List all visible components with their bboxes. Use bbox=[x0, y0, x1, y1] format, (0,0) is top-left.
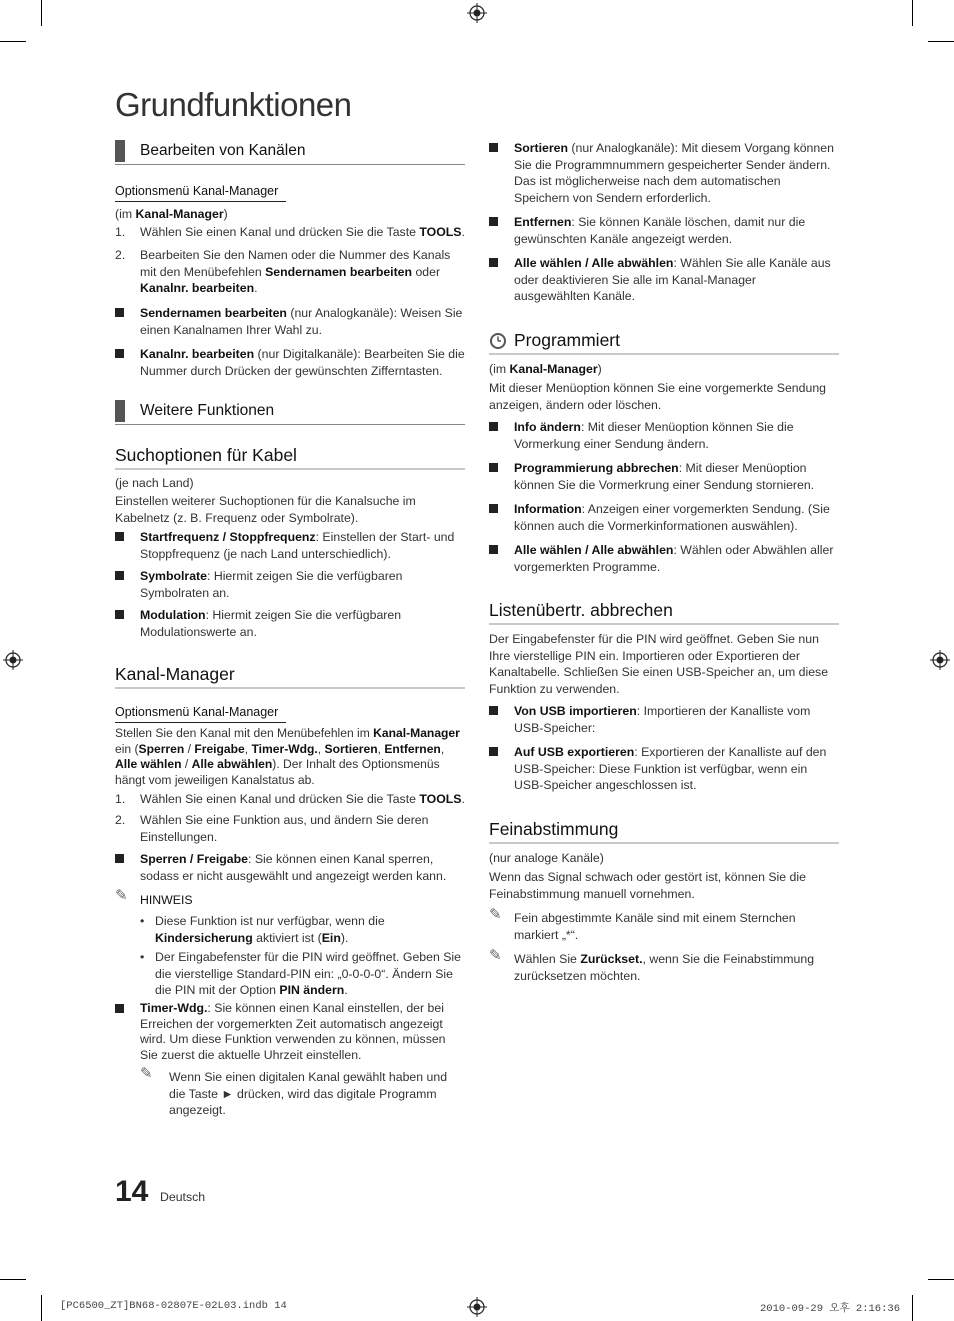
square-bullet-icon bbox=[489, 143, 498, 152]
text: Wählen Sie einen Kanal und drücken Sie die Taste bbox=[140, 792, 420, 806]
bullet-text bbox=[140, 305, 465, 338]
heading-rule bbox=[115, 468, 465, 470]
text: , bbox=[317, 741, 325, 756]
section-listenuebertr-heading bbox=[489, 600, 839, 621]
context-note: (je nach Land) bbox=[115, 476, 194, 490]
heading-bar bbox=[115, 140, 125, 162]
context-note bbox=[489, 361, 839, 378]
square-bullet-icon bbox=[115, 1004, 124, 1013]
bold-text: Sendernamen bearbeiten bbox=[140, 306, 287, 320]
heading-label: Bearbeiten von Kanälen bbox=[140, 142, 306, 159]
text: Stellen Sie den Kanal mit den Menübefehlen im bbox=[115, 726, 374, 740]
text: : Wählen oder Abwählen aller vorgemerkten Programme. bbox=[514, 543, 834, 574]
dot-text bbox=[155, 949, 465, 999]
section-intro: Einstellen weiterer Suchoptionen für die Kanalsuche im Kabelnetz (z. B. Frequenz oder Symbolrate). bbox=[115, 494, 416, 525]
registration-mark-icon bbox=[467, 1297, 487, 1317]
crop-mark bbox=[928, 41, 954, 42]
heading-label: Suchoptionen für Kabel bbox=[115, 445, 297, 465]
square-bullet-icon bbox=[489, 706, 498, 715]
text: (nur Analogkanäle): Weisen Sie einen Kanalnamen Ihrer Wahl zu. bbox=[140, 306, 463, 337]
crop-mark bbox=[928, 1279, 954, 1280]
submenu-text: Optionsmenü Kanal-Manager bbox=[115, 705, 279, 719]
heading-label: Listenübertr. abbrechen bbox=[489, 600, 673, 620]
square-bullet-icon bbox=[489, 422, 498, 431]
text: . bbox=[461, 225, 465, 239]
text: : Hiermit zeigen Sie die verfügbaren Modulationswerte an. bbox=[140, 608, 402, 639]
crop-mark bbox=[0, 41, 26, 42]
text: / bbox=[184, 741, 195, 756]
heading-bar bbox=[115, 400, 125, 422]
bold-text: Sperren bbox=[138, 741, 185, 756]
crop-mark bbox=[912, 1295, 913, 1321]
crop-mark bbox=[41, 1295, 42, 1321]
text: : Exportieren der Kanalliste auf den USB-Speicher: Diese Funktion ist verfügbar, wenn ein USB-Speicher angeschlossen ist. bbox=[514, 745, 827, 792]
text: : Wählen Sie alle Kanäle aus oder deaktivieren Sie alle im Kanal-Manager ausgewählten Kanäle. bbox=[514, 256, 831, 303]
section-programmiert-heading bbox=[489, 330, 839, 351]
note-label: HINWEIS bbox=[140, 893, 193, 907]
bold-text: Alle abwählen bbox=[191, 757, 273, 772]
bold-text: Information bbox=[514, 502, 582, 516]
heading-rule bbox=[489, 623, 839, 625]
print-slug-right: 2010-09-29 오후 2:16:36 bbox=[760, 1303, 901, 1315]
bold-text: Kanalnr. bearbeiten bbox=[140, 347, 255, 361]
bold-text: Auf USB exportieren bbox=[514, 745, 635, 759]
bullet-text bbox=[140, 607, 420, 640]
section-intro: Wenn das Signal schwach oder gestört ist, können Sie die Feinabstimmung manuell vornehmen. bbox=[489, 870, 806, 901]
submenu-label bbox=[115, 184, 278, 198]
text: Wählen Sie einen Kanal und drücken Sie die Taste bbox=[140, 225, 420, 239]
text: : Sie können einen Kanal sperren, sodass er nicht ausgewählt und angezeigt werden kann. bbox=[140, 852, 447, 883]
section-intro: Der Eingabefenster für die PIN wird geöffnet. Geben Sie nun Ihre vierstellige PIN ein. Importieren oder Exportieren der Kanaltabelle. Schließen Sie einen USB-Speicher an, um diese Funktion zu verwenden. bbox=[489, 632, 829, 696]
heading-label: Programmiert bbox=[514, 330, 620, 350]
dot-bullet-icon: • bbox=[140, 950, 145, 964]
text: . bbox=[254, 281, 258, 295]
text: oder bbox=[412, 264, 441, 279]
text: . bbox=[344, 983, 348, 997]
text: Der Eingabefenster für die PIN wird geöffnet. Geben Sie die vierstellige Standard-PIN ein: „0-0-0-0“. Ändern Sie die PIN mit der Option bbox=[155, 950, 462, 997]
step-number: 2. bbox=[115, 813, 126, 827]
registration-mark-icon bbox=[467, 3, 487, 23]
bold-text: Kanalnr. bearbeiten bbox=[140, 281, 255, 295]
text: (nur Digitalkanäle): Bearbeiten Sie die Nummer durch Drücken der gewünschten Zifferntasten. bbox=[140, 347, 465, 378]
section-feinabstimmung-heading bbox=[489, 819, 839, 840]
bold-text: Kanal-Manager bbox=[135, 207, 224, 221]
bold-text: Kindersicherung bbox=[155, 930, 253, 945]
square-bullet-icon bbox=[489, 545, 498, 554]
text: / bbox=[181, 757, 192, 772]
bold-text: Kanal-Manager bbox=[509, 362, 598, 376]
page-number: 14 bbox=[115, 1175, 149, 1208]
square-bullet-icon bbox=[489, 463, 498, 472]
square-bullet-icon bbox=[489, 504, 498, 513]
text: : Einstellen der Start- und Stoppfrequenz (je nach Land unterschiedlich). bbox=[140, 530, 455, 561]
bold-text: Sortieren bbox=[514, 141, 568, 155]
bullet-text bbox=[140, 1001, 465, 1063]
dot-text bbox=[155, 913, 465, 946]
square-bullet-icon bbox=[115, 308, 124, 317]
square-bullet-icon bbox=[115, 532, 124, 541]
square-bullet-icon bbox=[115, 571, 124, 580]
submenu-label bbox=[115, 705, 278, 719]
bullet-text bbox=[514, 744, 839, 794]
bullet-text bbox=[514, 501, 839, 534]
heading-label: Weitere Funktionen bbox=[140, 402, 275, 419]
text: : Hiermit zeigen Sie die verfügbaren Symbolraten an. bbox=[140, 569, 403, 600]
bold-text: Alle wählen / Alle abwählen bbox=[514, 543, 674, 557]
bold-text: Modulation bbox=[140, 608, 206, 622]
section-kanal-manager-heading bbox=[115, 664, 465, 685]
bold-text: Sortieren bbox=[324, 741, 378, 756]
square-bullet-icon bbox=[115, 610, 124, 619]
note-text: Wenn Sie einen digitalen Kanal gewählt haben und die Taste ► drücken, wird das digitale Programm angezeigt. bbox=[169, 1070, 448, 1117]
step-number: 1. bbox=[115, 225, 126, 239]
text: ein ( bbox=[115, 741, 139, 756]
text: (im bbox=[489, 362, 510, 376]
text: (nur Analogkanäle): Mit diesem Vorgang können Sie die Programmnummern gespeicherter Sender ändern. Das ist möglicherweise nach dem automatischen Speichern von Sendern erforderlich. bbox=[514, 141, 834, 205]
note-pencil-icon: ✎ bbox=[489, 906, 502, 923]
square-bullet-icon bbox=[115, 854, 124, 863]
heading-label: Feinabstimmung bbox=[489, 819, 619, 839]
bold-text: Entfernen bbox=[514, 215, 572, 229]
step-text bbox=[140, 247, 455, 297]
heading-label: Kanal-Manager bbox=[115, 664, 235, 684]
section-weitere-heading bbox=[115, 400, 465, 422]
context-note bbox=[115, 206, 465, 223]
text: : Anzeigen einer vorgemerkten Sendung. (Sie können auch die Vormerkinformationen auswählen). bbox=[514, 502, 830, 533]
step-number: 2. bbox=[115, 248, 126, 262]
registration-mark-icon bbox=[930, 650, 950, 670]
note-pencil-icon: ✎ bbox=[115, 887, 128, 904]
bold-text: Programmierung abbrechen bbox=[514, 461, 679, 475]
dot-bullet-icon: • bbox=[140, 914, 145, 928]
bold-text: Info ändern bbox=[514, 420, 581, 434]
heading-rule bbox=[489, 842, 839, 844]
bold-text: TOOLS bbox=[419, 225, 462, 239]
text: aktiviert ist ( bbox=[252, 930, 322, 945]
bold-text: Entfernen bbox=[384, 741, 441, 756]
note-pencil-icon: ✎ bbox=[489, 947, 502, 964]
bold-text: Timer-Wdg. bbox=[140, 1001, 208, 1015]
square-bullet-icon bbox=[489, 747, 498, 756]
bold-text: Alle wählen bbox=[115, 757, 182, 772]
note-text: Fein abgestimmte Kanäle sind mit einem Sternchen markiert „*“. bbox=[514, 911, 796, 942]
bold-text: TOOLS bbox=[419, 792, 462, 806]
bullet-text bbox=[140, 568, 420, 601]
step-text bbox=[140, 791, 465, 808]
heading-rule bbox=[115, 424, 465, 425]
text: , bbox=[244, 741, 252, 756]
section-suchoptionen-heading bbox=[115, 445, 465, 466]
note-pencil-icon: ✎ bbox=[140, 1065, 153, 1082]
step-number: 1. bbox=[115, 792, 126, 806]
text: , wenn Sie die Feinabstimmung zurücksetzen möchten. bbox=[514, 952, 815, 983]
page-title: Grundfunktionen bbox=[115, 86, 352, 123]
bullet-text bbox=[514, 460, 824, 493]
submenu-rule bbox=[115, 722, 286, 723]
print-slug-left: [PC6500_ZT]BN68-02807E-02L03.indb 14 bbox=[60, 1300, 287, 1312]
text: : Importieren der Kanalliste vom USB-Speicher: bbox=[514, 704, 811, 735]
square-bullet-icon bbox=[115, 349, 124, 358]
text: : Sie können einen Kanal einstellen, der bei Erreichen der vorgemerkten Zeit automatisch angezeigt wird. Um diese Funktion verwenden zu können, müssen Sie zuerst die aktuelle Uhrzeit einstellen. bbox=[140, 1001, 446, 1062]
bold-text: Startfrequenz / Stoppfrequenz bbox=[140, 530, 316, 544]
bold-text: Alle wählen / Alle abwählen bbox=[514, 256, 674, 270]
bullet-text bbox=[514, 140, 839, 206]
crop-mark bbox=[912, 0, 913, 26]
square-bullet-icon bbox=[489, 217, 498, 226]
text: Wählen Sie bbox=[514, 952, 581, 966]
text: (im bbox=[115, 207, 136, 221]
text: Bearbeiten Sie den Namen oder die Nummer des Kanals mit den Menübefehlen bbox=[140, 248, 451, 279]
text: , bbox=[377, 741, 385, 756]
text: , bbox=[440, 741, 445, 756]
bold-text: Freigabe bbox=[194, 741, 245, 756]
bold-text: Sperren / Freigabe bbox=[140, 852, 248, 866]
text: . bbox=[461, 792, 465, 806]
bold-text: Sendernamen bearbeiten bbox=[265, 264, 413, 279]
bullet-text bbox=[514, 255, 834, 305]
step-text: Wählen Sie eine Funktion aus, und ändern Sie deren Einstellungen. bbox=[140, 813, 429, 844]
text: : Sie können Kanäle löschen, damit nur die gewünschten Kanäle angezeigt werden. bbox=[514, 215, 806, 246]
context-note: (nur analoge Kanäle) bbox=[489, 851, 604, 865]
registration-mark-icon bbox=[3, 650, 23, 670]
crop-mark bbox=[0, 1279, 26, 1280]
heading-rule bbox=[489, 353, 839, 355]
text: ). Der Inhalt des Optionsmenüs hängt vom jeweiligen Kanalstatus ab. bbox=[115, 757, 440, 787]
section-intro bbox=[115, 726, 465, 788]
bullet-text bbox=[140, 851, 465, 884]
bold-text: Von USB importieren bbox=[514, 704, 637, 718]
heading-rule bbox=[115, 687, 465, 689]
bold-text: Ein bbox=[321, 930, 341, 945]
crop-mark bbox=[41, 0, 42, 26]
section-intro: Mit dieser Menüoption können Sie eine vorgemerkte Sendung anzeigen, ändern oder löschen. bbox=[489, 381, 827, 412]
heading-rule bbox=[115, 164, 465, 165]
submenu-rule bbox=[115, 201, 286, 202]
bullet-text bbox=[514, 542, 839, 575]
text: ). bbox=[340, 930, 349, 945]
bold-text: Timer-Wdg. bbox=[251, 741, 318, 756]
section-bearbeiten-heading bbox=[115, 140, 465, 162]
bold-text: Zurückset. bbox=[580, 952, 643, 966]
text: : Mit dieser Menüoption können Sie die Vormerkung einer Sendung ändern. bbox=[514, 420, 794, 451]
bullet-text bbox=[514, 214, 814, 247]
step-text bbox=[140, 224, 465, 241]
bullet-text bbox=[514, 419, 814, 452]
bold-text: Kanal-Manager bbox=[373, 726, 460, 740]
submenu-text: Optionsmenü Kanal-Manager bbox=[115, 184, 279, 198]
square-bullet-icon bbox=[489, 258, 498, 267]
bold-text: Symbolrate bbox=[140, 569, 207, 583]
note-text bbox=[514, 951, 834, 984]
bold-text: PIN ändern bbox=[279, 983, 345, 997]
text: : Mit dieser Menüoption können Sie die Vormerkrung einer Sendung stornieren. bbox=[514, 461, 815, 492]
bullet-text bbox=[514, 703, 814, 736]
text: ) bbox=[597, 362, 602, 376]
bullet-text bbox=[140, 529, 465, 562]
text: Diese Funktion ist nur verfügbar, wenn die bbox=[155, 914, 385, 928]
bullet-text bbox=[140, 346, 465, 379]
clock-icon bbox=[489, 332, 507, 350]
text: ) bbox=[223, 207, 228, 221]
page-language: Deutsch bbox=[160, 1190, 206, 1204]
